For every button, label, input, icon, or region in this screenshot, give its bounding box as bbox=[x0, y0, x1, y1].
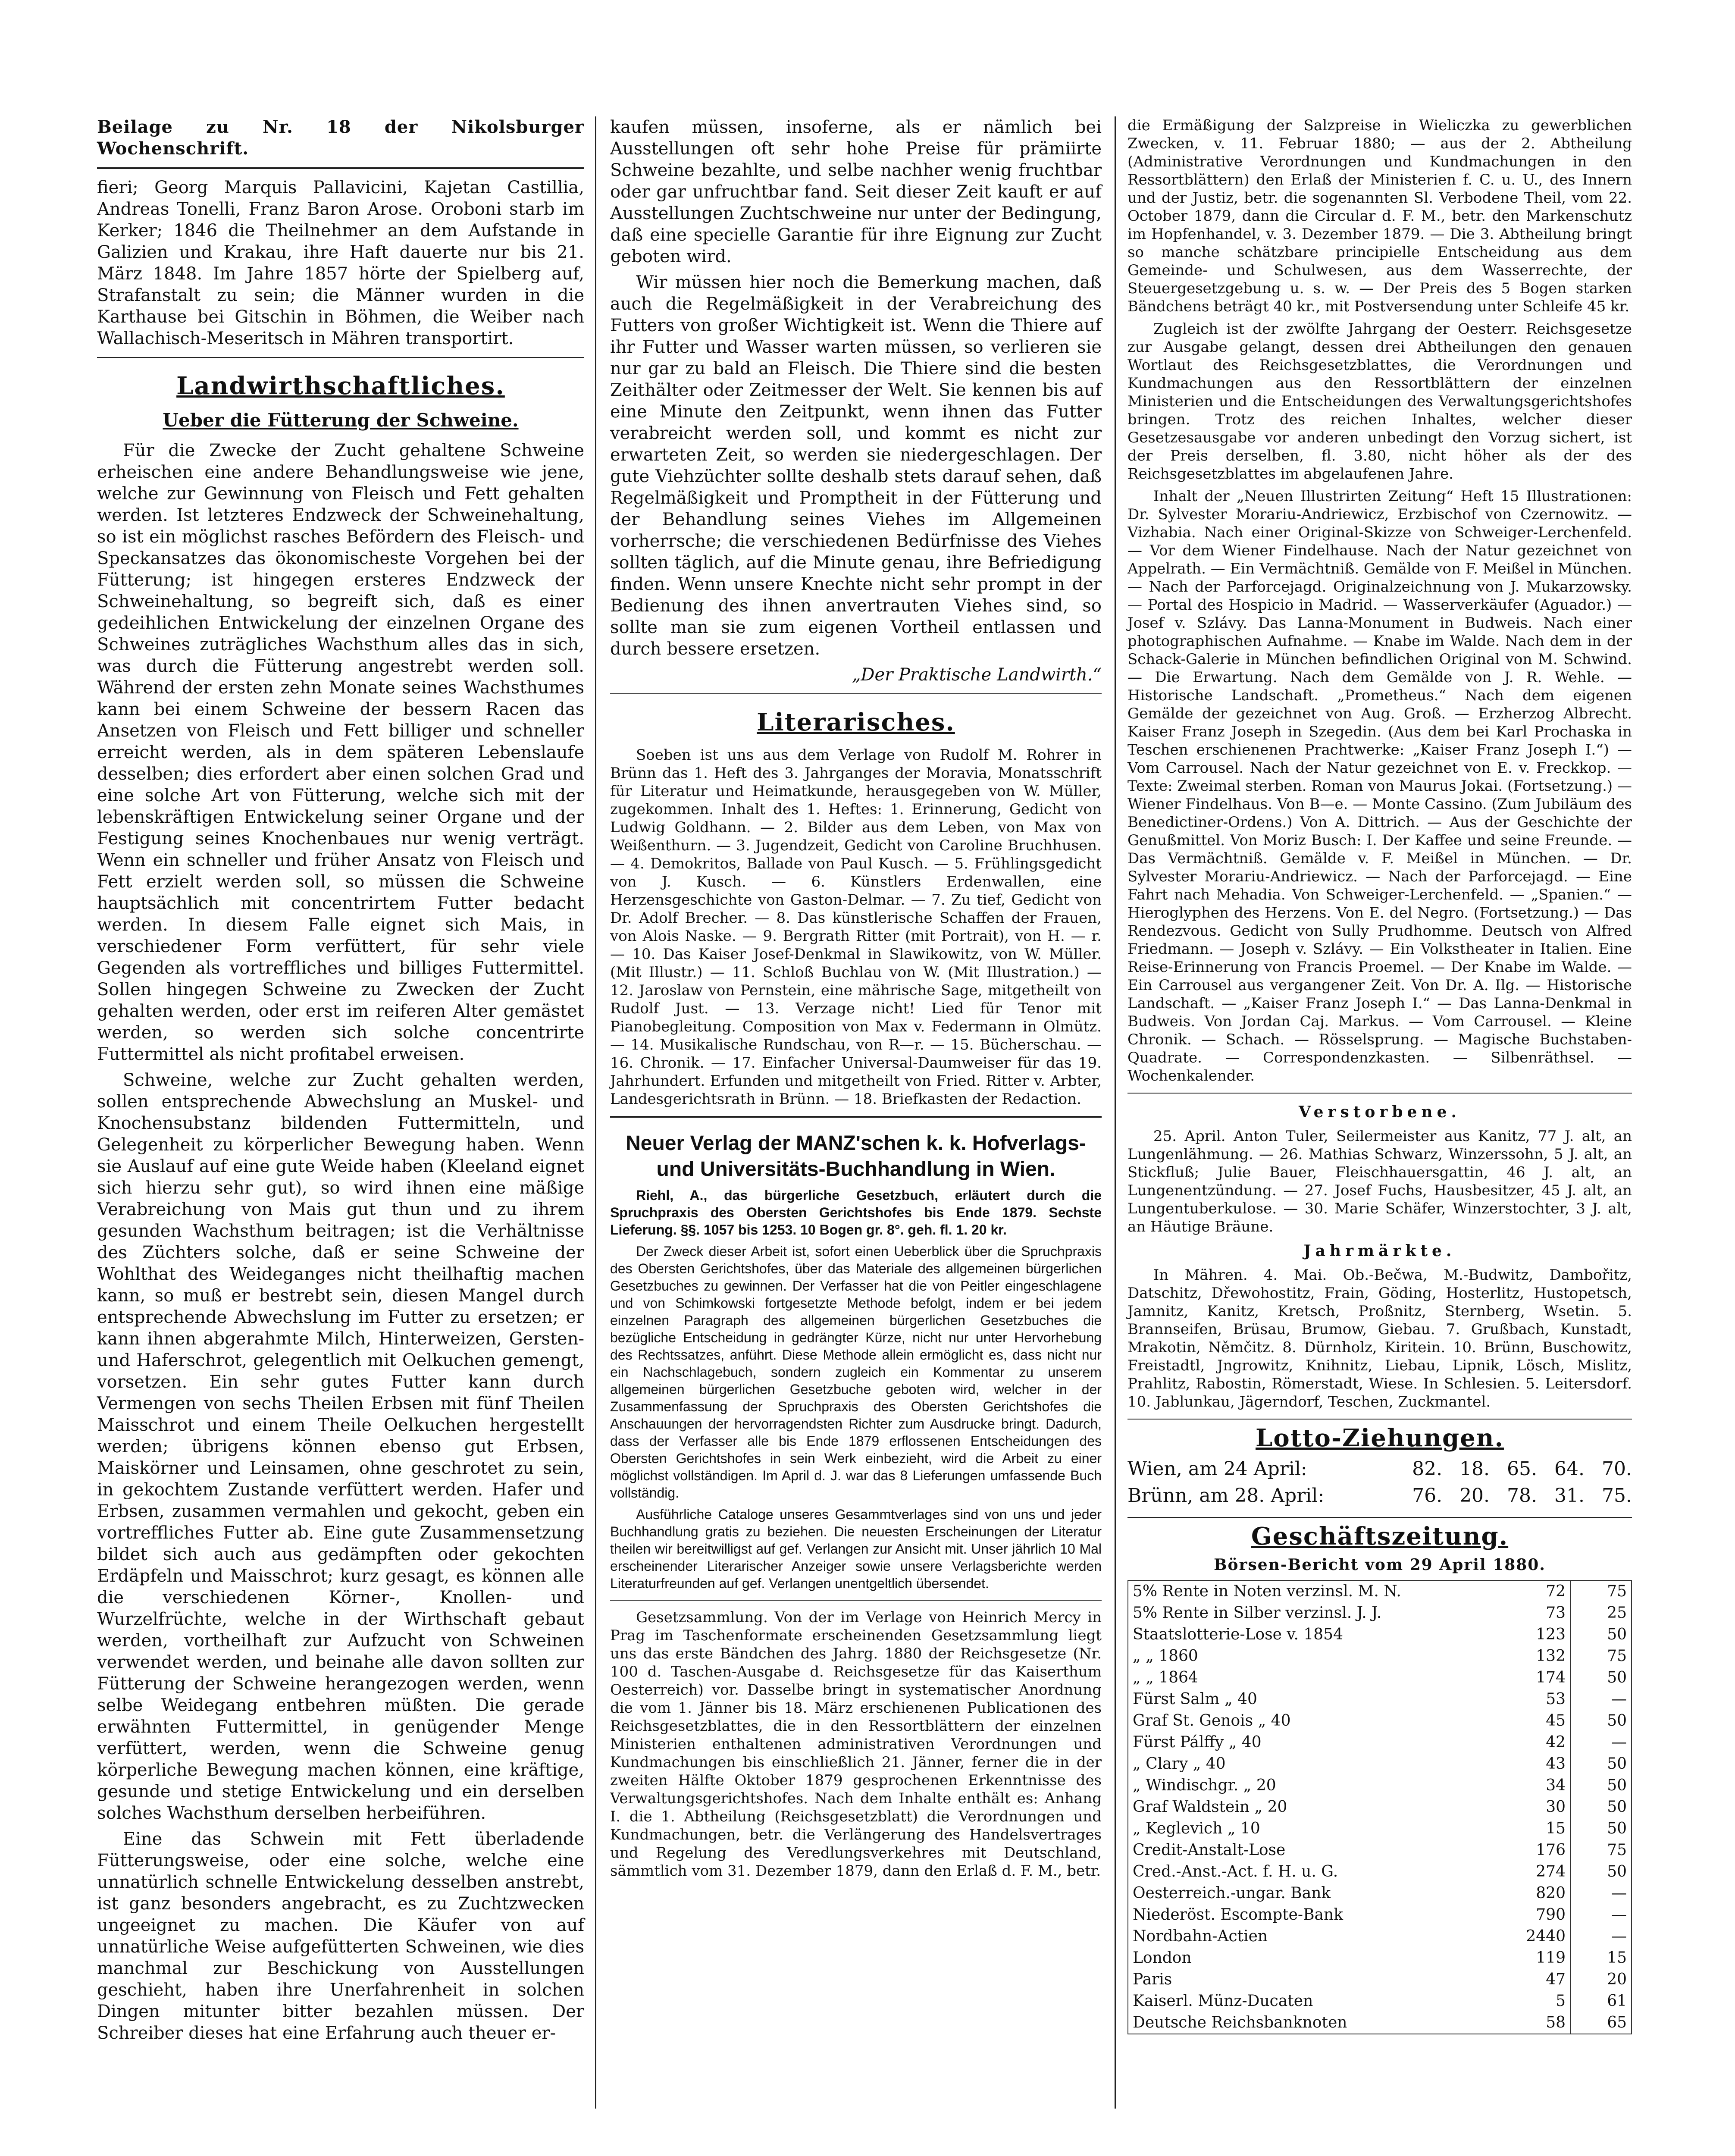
boerse-security: Niederöst. Escompte-Bank bbox=[1133, 1906, 1344, 1924]
boerse-row bbox=[1128, 1580, 1632, 1602]
lotto-numbers bbox=[1412, 1456, 1632, 1482]
fairs-title: Jahrmärkte. bbox=[1303, 1242, 1456, 1260]
lotto-number: 65. bbox=[1507, 1458, 1538, 1480]
boerse-value: 132 bbox=[1510, 1645, 1570, 1667]
section-divider bbox=[1127, 1419, 1632, 1420]
boerse-row bbox=[1128, 1732, 1632, 1753]
boerse-value: 820 bbox=[1510, 1883, 1570, 1904]
lotto-number: 78. bbox=[1507, 1485, 1538, 1507]
article-title-fuetterung: Ueber die Fütterung der Schweine. bbox=[163, 410, 519, 431]
fairs-list: In Mähren. 4. Mai. Ob.-Bečwa, M.-Budwitz, Dambořitz, Datschitz, Dřewohostitz, Frain, Göding, Hosterlitz, Hustopetsch, Jamnitz, Kanitz, Kretsch, Proßnitz, Sternberg, Wsetin. 5. Brannseifen, Brüsau, Brumow, Giebau. 7. Grußbach, Kunstadt, Mrakotin, Němčitz. 8. Dürnholz, Kiritein. 10. Brünn, Buschowitz, Freistadtl, Jngrowitz, Knihnitz, Liebau, Lipnik, Lösch, Mislitz, Prahlitz, Rabostin, Römerstadt, Wiese. In Schlesien. 5. Leitersdorf. 10. Jablunkau, Jägerndorf, Teschen, Zuckmantel. bbox=[1127, 1266, 1632, 1410]
boerse-value: 50 bbox=[1570, 1861, 1632, 1883]
boerse-value: 58 bbox=[1510, 2012, 1570, 2034]
boerse-row bbox=[1128, 1926, 1632, 1947]
section-divider bbox=[1127, 1517, 1632, 1518]
deaths-title: Verstorbene. bbox=[1298, 1103, 1461, 1121]
boerse-table bbox=[1127, 1580, 1632, 2034]
boerse-value: — bbox=[1570, 1926, 1632, 1947]
business-title: Geschäftszeitung. bbox=[1251, 1522, 1509, 1551]
boerse-security: „ Windischgr. „ 20 bbox=[1133, 1777, 1276, 1794]
illustrirte-zeitung-contents: Inhalt der „Neuen Illustrirten Zeitung“ Heft 15 Illustrationen: Dr. Sylvester Morariu-Andriewicz, Erzbischof von Czernowitz. — Vizhabia. Nach einer Original-Skizze von Schweiger-Lerchenfeld. — Vor dem Wiener Findelhause. Nach der Natur gezeichnet von Appelrath. — Ein Vermächtniß. Gemälde von F. Meißel in München. — Nach der Parforcejagd. Originalzeichnung von J. Mukarzowsky. — Portal des Hospicio in Madrid. — Wasserverkäufer (Aguador.) — Josef v. Szlávy. Das Lanna-Monument in Budweis. Nach einer photographischen Aufnahme. — Knabe im Walde. Nach dem in der Schack-Galerie in München befindlichen Original von M. Schwind. — Die Erwartung. Nach dem Gemälde von J. R. Wehle. — Historische Landschaft. „Prometheus.“ Nach dem eigenen Gemälde der gezeichnet von Aug. Groß. — Erzherzog Albrecht. Kaiser Franz Joseph in Szegedin. (Aus dem bei Karl Prochaska in Teschen erschienenen Prachtwerke: „Kaiser Franz Joseph I.“) — Vom Carrousel. Nach der Natur gezeichnet von E. v. Freckkop. — Texte: Zweimal sterben. Roman von Maurus Jokai. (Fortsetzung.) — Wiener Findelhaus. Von B—e. — Monte Cassino. (Zum Jubiläum des Benedictiner-Ordens.) Von A. Dittrich. — Aus der Geschichte der Genußmittel. Von Moriz Busch: I. Der Kaffee und seine Freunde. — Das Vermächtniß. Gemälde v. F. Meißel in München. — Dr. Sylvester Morariu-Andriewicz. — Nach der Parforcejagd. — Eine Fahrt nach Mehadia. Von Schweiger-Lerchenfeld. — „Spanien.“ — Hieroglyphen des Herzens. Von E. del Negro. (Fortsetzung.) — Das Rendezvous. Gedicht von Sully Prudhomme. Deutsch von Alfred Friedmann. — Joseph v. Szlávy. — Ein Volkstheater in Italien. Eine Reise-Erinnerung von Francis Proemel. — Der Knabe im Walde. — Ein Carrousel aus vergangener Zeit. Von Dr. A. Ilg. — Historische Landschaft. — „Kaiser Franz Joseph I.“ — Das Lanna-Denkmal in Budweis. Von Jordan Caj. Markus. — Vom Carrousel. — Kleine Chronik. — Schach. — Rösselsprung. — Magische Buchstaben-Quadrate. — Correspondenzkasten. — Silbenräthsel. — Wochenkalender. bbox=[1127, 488, 1632, 1084]
boerse-security: Fürst Pálffy „ 40 bbox=[1133, 1733, 1262, 1751]
column-rule bbox=[1115, 116, 1116, 2109]
boerse-value: 2440 bbox=[1510, 1926, 1570, 1947]
boerse-value: 65 bbox=[1570, 2012, 1632, 2034]
boerse-security: „ „ 1860 bbox=[1133, 1647, 1198, 1665]
boerse-value: 73 bbox=[1510, 1602, 1570, 1624]
reichsgesetze-notice: Zugleich ist der zwölfte Jahrgang der Oesterr. Reichsgesetze zur Ausgabe gelangt, dessen drei Abtheilungen den genauen Wortlaut des Reichsgesetzblattes, die Verordnungen und Kundmachungen aus den Ressortblättern der einzelnen Ministerien und die Entscheidungen des Verwaltungsgerichtshofes bringen. Trotz des reichen Inhaltes, welcher dieser Gesetzesausgabe vor anderen unbedingt den Vorzug sichert, ist der Preis derselben, fl. 3.80, nicht höher als der des Reichsgesetzblattes im abgelaufenen Jahre. bbox=[1127, 320, 1632, 483]
article-paragraph: Eine das Schwein mit Fett überladende Fütterungsweise, oder eine solche, welche eine unnatürlich schnelle Entwickelung desselben anstrebt, ist ganz besonders angebracht, es zu Zuchtzwecken ungeeignet zu machen. Die Käufer von auf unnatürliche Weise aufgefütterten Schweinen, wie dies manchmal zur Beschickung von Ausstellungen geschieht, haben ihre Unerfahrenheit in solchen Dingen mitunter bitter bezahlen müssen. Der Schreiber dieses hat eine Erfahrung auch theuer er- bbox=[97, 1829, 584, 2043]
manz-catalog-note: Ausführliche Cataloge unseres Gesammtverlages sind von uns und jeder Buchhandlung gratis zu beziehen. Die neuesten Erscheinungen der Literatur theilen wir bereitwilligst auf gef. Verlangen zur Ansicht mit. Unser jährlich 10 Mal erscheinender Literarischer Anzeiger sowie unsere Verlagsberichte werden Literaturfreunden auf gef. Verlangen unentgeltlich übersendet. bbox=[610, 1507, 1102, 1591]
boerse-row bbox=[1128, 1645, 1632, 1667]
column-3 bbox=[1127, 116, 1632, 2034]
boerse-value: 30 bbox=[1510, 1796, 1570, 1818]
header-rule bbox=[97, 167, 584, 169]
column-rule bbox=[595, 116, 596, 2109]
boerse-value: 790 bbox=[1510, 1904, 1570, 1926]
boerse-security: „ Clary „ 40 bbox=[1133, 1755, 1226, 1773]
column-1 bbox=[97, 116, 584, 2048]
lotto-row bbox=[1127, 1456, 1632, 1482]
boerse-row bbox=[1128, 1883, 1632, 1904]
boerse-value: 176 bbox=[1510, 1839, 1570, 1861]
boerse-value: 50 bbox=[1570, 1667, 1632, 1689]
boerse-value: 274 bbox=[1510, 1861, 1570, 1883]
boerse-security: Graf St. Genois „ 40 bbox=[1133, 1712, 1291, 1730]
manz-description: Der Zweck dieser Arbeit ist, sofort einen Ueberblick über die Spruchpraxis des Obersten Gerichtshofes, über das Materiale des allgemeinen bürgerlichen Gesetzbuches zu gewinnen. Der Verfasser hat die von Peitler eingeschlagene und von Schimkowski fortgesetzte Methode befolgt, indem er bei jedem einzelnen Paragraph des allgemeinen bürgerlichen Gesetzbuches die bezügliche Entscheidung in gedrängter Kürze, nicht nur unter Hervorhebung des Rechtssatzes, anführt. Diese Methode allein ermöglicht es, dass nicht nur ein Nachschlagebuch, sondern zugleich ein Kommentar zu unserem allgemeinen bürgerlichen Gesetzbuche geboten wird, welcher in der Zusammenfassung der Spruchpraxis des Obersten Gerichtshofes die Anschauungen der hervorragendsten Richter zum Ausdrucke bringt. Dadurch, dass der Verfasser alle bis Ende 1879 erflossenen Entscheidungen des Obersten Gerichtshofes in sein Werk einbezieht, wird die Arbeit zu einer möglichst vollständigen. Im April d. J. war das 8 Lieferungen umfassende Buch vollständig. bbox=[610, 1244, 1102, 1501]
boerse-value: 42 bbox=[1510, 1732, 1570, 1753]
boerse-value: 47 bbox=[1510, 1969, 1570, 1990]
boerse-value: 72 bbox=[1510, 1580, 1570, 1602]
newspaper-page bbox=[93, 108, 1632, 2156]
boerse-value: — bbox=[1570, 1689, 1632, 1710]
article-paragraph: kaufen müssen, insoferne, als er nämlich bei Ausstellungen oft sehr hohe Preise für prämiirte Schweine bezahlte, und selbe nachher wenig fruchtbar oder gar unfruchtbar fand. Seit dieser Zeit kauft er auf Ausstellungen Zuchtschweine nur unter der Bedingung, daß eine specielle Garantie für ihre Eignung zur Zucht geboten wird. bbox=[610, 117, 1102, 266]
boerse-value: 123 bbox=[1510, 1624, 1570, 1645]
page-header: Beilage zu Nr. 18 der Nikolsburger Wochenschrift. bbox=[97, 117, 584, 159]
boerse-value: 75 bbox=[1570, 1580, 1632, 1602]
boerse-value: 50 bbox=[1570, 1624, 1632, 1645]
boerse-security: Graf Waldstein „ 20 bbox=[1133, 1798, 1287, 1816]
boerse-row bbox=[1128, 1667, 1632, 1689]
lotto-number: 75. bbox=[1602, 1485, 1632, 1507]
gesetzsammlung-notice: Gesetzsammlung. Von der im Verlage von Heinrich Mercy in Prag im Taschenformate erscheinenden Gesetzsammlung liegt uns das erste Bändchen des Jahrg. 1880 der Reichsgesetze (Nr. 100 d. Taschen-Ausgabe d. Reichsgesetze für das Kaiserthum Oesterreich) vor. Dasselbe bringt in systematischer Anordnung die vom 1. Jänner bis 18. März erschienenen Publicationen des Reichsgesetzblattes, die in den Ressortblättern der einzelnen Ministerien enthaltenen administrativen Verordnungen und Kundmachungen bis einschließlich 21. Jänner, ferner die in der zweiten Hälfte Oktober 1879 gesprochenen Erkenntnisse des Verwaltungsgerichtshofes. Nach dem Inhalte enthält es: Anhang I. die 1. Abtheilung (Reichsgesetzblatt) die Verordnungen und Kundmachungen, betr. die Verlängerung des Handelsvertrages und Regelung des Veredlungsverkehres mit Deutschland, sämmtlich vom 31. Dezember 1879, dann den Erlaß d. F. M., betr. bbox=[610, 1609, 1102, 1880]
boerse-security: Credit-Anstalt-Lose bbox=[1133, 1841, 1286, 1859]
intro-paragraph: fieri; Georg Marquis Pallavicini, Kajetan Castillia, Andreas Tonelli, Franz Baron Arose. Oroboni starb im Kerker; 1846 die Theilnehmer an dem Aufstande in Galizien und Krakau, ihre Haft dauerte nur bis 21. März 1848. Im Jahre 1857 hörte der Spielberg auf, Strafanstalt zu sein; die Männer wurden in die Karthause bei Gitschin in Böhmen, die Weiber nach Wallachisch-Meseritsch in Mähren transportirt. bbox=[97, 178, 584, 348]
boerse-value: 174 bbox=[1510, 1667, 1570, 1689]
boerse-value: 43 bbox=[1510, 1753, 1570, 1775]
boerse-row bbox=[1128, 1990, 1632, 2012]
boerse-value: 53 bbox=[1510, 1689, 1570, 1710]
boerse-row bbox=[1128, 1969, 1632, 1990]
boerse-row bbox=[1128, 1710, 1632, 1732]
section-divider bbox=[1127, 1093, 1632, 1094]
boerse-security: 5% Rente in Noten verzinsl. M. N. bbox=[1133, 1583, 1401, 1600]
literature-notice: Soeben ist uns aus dem Verlage von Rudolf M. Rohrer in Brünn das 1. Heft des 3. Jahrganges der Moravia, Monatsschrift für Literatur und Heimatkunde, herausgegeben von W. Müller, zugekommen. Inhalt des 1. Heftes: 1. Erinnerung, Gedicht von Ludwig Goldhann. — 2. Bilder aus dem Leben, von Max von Weißenthurn. — 3. Jugendzeit, Gedicht von Caroline Bruchhusen. — 4. Demokritos, Ballade von Paul Kusch. — 5. Frühlingsgedicht von J. Kusch. — 6. Künstlers Erdenwallen, eine Herzensgeschichte von Gaston-Delmar. — 7. Zu tief, Gedicht von Dr. Adolf Brecher. — 8. Das künstlerische Schaffen der Frauen, von Alois Naske. — 9. Bergrath Ritter (mit Portrait), von H. — r. — 10. Das Kaiser Josef-Denkmal in Slawikowitz, von W. Müller. (Mit Illustr.) — 11. Schloß Buchlau von W. (Mit Illustration.) — 12. Jaroslaw von Pernstein, eine mährische Sage, mitgetheilt von Rudolf Just. — 13. Verzage nicht! Lied für Tenor mit Pianobegleitung. Composition von Max v. Federmann in Olmütz. — 14. Musikalische Rundschau, von R—r. — 15. Bücherschau. — 16. Chronik. — 17. Einfacher Universal-Daumweiser für das 19. Jahrhundert. Erfunden und mitgetheilt von Fried. Ritter v. Arbter, Landesgerichtsrath in Brünn. — 18. Briefkasten der Redaction. bbox=[610, 746, 1102, 1108]
lotto-place: Brünn, am 28. April: bbox=[1127, 1485, 1325, 1507]
boerse-security: Cred.-Anst.-Act. f. H. u. G. bbox=[1133, 1863, 1338, 1880]
lotto-place: Wien, am 24 April: bbox=[1127, 1458, 1307, 1480]
boerse-row bbox=[1128, 1947, 1632, 1969]
boerse-row bbox=[1128, 1775, 1632, 1796]
boerse-security: Paris bbox=[1133, 1971, 1172, 1988]
boerse-row bbox=[1128, 1753, 1632, 1775]
boerse-value: 50 bbox=[1570, 1775, 1632, 1796]
boerse-value: 75 bbox=[1570, 1839, 1632, 1861]
article-signature: „Der Praktische Landwirth.“ bbox=[852, 665, 1102, 685]
boerse-security: Deutsche Reichsbanknoten bbox=[1133, 2014, 1347, 2031]
boerse-security: Kaiserl. Münz-Ducaten bbox=[1133, 1992, 1313, 2010]
boerse-security: „ Keglevich „ 10 bbox=[1133, 1820, 1260, 1837]
manz-book-title: Riehl, A., das bürgerliche Gesetzbuch, erläutert durch die Spruchpraxis des Obersten Gerichtshofes bis Ende 1879. Sechste Lieferung. §§. 1057 bis 1253. 10 Bogen gr. 8°. geh. fl. 1. 20 kr. bbox=[610, 1188, 1102, 1238]
section-divider bbox=[610, 1600, 1102, 1601]
article-paragraph: Wir müssen hier noch die Bemerkung machen, daß auch die Regelmäßigkeit in der Verabreichung des Futters von großer Wichtigkeit ist. Wenn die Thiere auf ihr Futter und Wasser warten müssen, so verlieren sie nur gar zu bald an Fleisch. Die Thiere sind die besten Zeithälter oder Zeitmesser der Welt. Sie kennen bis auf eine Minute den Zeitpunkt, wenn ihnen das Futter verabreicht werden soll, und kommt es nicht zur erwarteten Zeit, so werden sie niedergeschlagen. Der gute Viehzüchter sollte deshalb stets darauf sehen, daß Regelmäßigkeit und Promptheit in der Fütterung und der Behandlung seines Viehes im Allgemeinen vorherrsche; die verschiedenen Bedürfnisse des Viehes sollten täglich, auf die Minute genau, ihre Befriedigung finden. Wenn unsere Knechte nicht sehr prompt in der Bedienung des ihnen anvertrauten Viehes sind, so sollte man sie zum eigenen Vortheil entlassen und durch bessere ersetzen. bbox=[610, 273, 1102, 659]
boerse-row bbox=[1128, 1689, 1632, 1710]
boerse-security: London bbox=[1133, 1949, 1192, 1967]
lotto-number: 70. bbox=[1602, 1458, 1632, 1480]
lotto-number: 64. bbox=[1554, 1458, 1585, 1480]
boerse-value: 75 bbox=[1570, 1645, 1632, 1667]
deaths-list: 25. April. Anton Tuler, Seilermeister aus Kanitz, 77 J. alt, an Lungenlähmung. — 26. Mathias Schwarz, Winzerssohn, 5 J. alt, an Stickfluß; Julie Bauer, Fleischhauersgattin, 46 J. alt, an Lungenentzündung. — 27. Josef Fuchs, Hausbesitzer, 45 J. alt, an Lungentuberkulose. — 30. Marie Schäfer, Winzerstochter, 3 J. alt, an Häutige Bräune. bbox=[1127, 1128, 1632, 1235]
manz-publisher-heading: Neuer Verlag der MANZ'schen k. k. Hofverlags- und Universitäts-Buchhandlung in Wien. bbox=[626, 1132, 1086, 1181]
boerse-row bbox=[1128, 1839, 1632, 1861]
boerse-value: 50 bbox=[1570, 1710, 1632, 1732]
section-divider bbox=[610, 693, 1102, 694]
boerse-value: 50 bbox=[1570, 1818, 1632, 1839]
boerse-row bbox=[1128, 2012, 1632, 2034]
boerse-row bbox=[1128, 1861, 1632, 1883]
boerse-security: Nordbahn-Actien bbox=[1133, 1927, 1268, 1945]
boerse-security: 5% Rente in Silber verzinsl. J. J. bbox=[1133, 1604, 1382, 1622]
boerse-value: 45 bbox=[1510, 1710, 1570, 1732]
boerse-value: 34 bbox=[1510, 1775, 1570, 1796]
boerse-value: 50 bbox=[1570, 1796, 1632, 1818]
boerse-security: Oesterreich.-ungar. Bank bbox=[1133, 1884, 1331, 1902]
column-2 bbox=[610, 116, 1102, 1884]
section-title-literarisches: Literarisches. bbox=[757, 708, 955, 736]
lotto-title: Lotto-Ziehungen. bbox=[1256, 1424, 1504, 1452]
lotto-number: 31. bbox=[1554, 1485, 1585, 1507]
boerse-row bbox=[1128, 1796, 1632, 1818]
boerse-value: 15 bbox=[1570, 1947, 1632, 1969]
boerse-value: — bbox=[1570, 1883, 1632, 1904]
boerse-value: 50 bbox=[1570, 1753, 1632, 1775]
lotto-numbers bbox=[1412, 1482, 1632, 1509]
article-paragraph: Schweine, welche zur Zucht gehalten werden, sollen entsprechende Abwechslung an Muskel- und Knochensubstanz bildenden Futtermitteln, und Gelegenheit zu körperlicher Bewegung haben. Wenn sie Auslauf auf eine gute Weide haben (Kleeland eignet sich hierzu sehr gut), so wird ihnen eine mäßige Verabreichung von Mais gut thun und zu ihrem gesunden Wachsthum beitragen; ist die Verhältnisse des Züchters solche, daß er seine Schweine der Wohlthat des Weideganges nicht theilhaftig machen kann, so muß er bestrebt sein, diesen Mangel durch entsprechende Abwechslung im Futter zu ersetzen; er kann ihnen abgerahmte Milch, Hinterweizen, Gersten- und Haferschrot, gelegentlich mit Oelkuchen gemengt, vorsetzen. Ein sehr gutes Futter kann durch Vermengen von sechs Theilen Erbsen mit fünf Theilen Maisschrot und einem Theile Oelkuchen hergestellt werden; übrigens können ebenso gut Erbsen, Maiskörner und Leinsamen, ohne geschrotet zu sein, in gekochtem Zustande verfüttert werden. Hafer und Erbsen, zusammen vermahlen und gekocht, geben ein vortreffliches Futter ab. Eine gute Zusammensetzung bildet sich auch aus gedämpften oder gekochten Erdäpfeln und Maisschrot; kurz gesagt, es können alle die verschiedenen Körner-, Knollen- und Wurzelfrüchte, welche in der Wirthschaft gebaut werden, vortheilhaft zur Aufzucht von Schweinen verwendet werden, und beinahe alle davon sollten zur Fütterung der Schweine herangezogen werden, wenn selbe Weidegang entbehren müßten. Die gerade erwähnten Futtermittel, in genügender Menge verfüttert, werden, wenn die Schweine genug körperliche Bewegung machen können, eine kräftige, gesunde und stetige Entwickelung und ein derselben solches Wachsthum derselben herbeiführen. bbox=[97, 1070, 584, 1823]
lotto-number: 82. bbox=[1412, 1458, 1443, 1480]
boerse-row bbox=[1128, 1624, 1632, 1645]
boerse-value: 119 bbox=[1510, 1947, 1570, 1969]
price-section bbox=[93, 2152, 1632, 2156]
boerse-row bbox=[1128, 1818, 1632, 1839]
boerse-row bbox=[1128, 1602, 1632, 1624]
boerse-security: Fürst Salm „ 40 bbox=[1133, 1690, 1257, 1708]
lotto-row bbox=[1127, 1482, 1632, 1509]
boerse-row bbox=[1128, 1904, 1632, 1926]
boerse-value: 61 bbox=[1570, 1990, 1632, 2012]
gesetz-continuation: die Ermäßigung der Salzpreise in Wieliczka zu gewerblichen Zwecken, v. 11. Februar 1880; — aus der 2. Abtheilung (Administrative Verordnungen und Kundmachungen in den Ressortblättern) den Erlaß der Ministerien f. C. u. U., des Innern und der Justiz, betr. die sogenannten Sl. Verbodene Theil, vom 22. October 1879, dann die Circular d. F. M., betr. den Markenschutz im Hopfenhandel, v. 3. Dezember 1879. — Die 3. Abtheilung bringt so manche schätzbare principielle Entscheidung aus dem Gemeinde- und Schulwesen, aus dem Wasserrechte, der Steuergesetzgebung u. s. w. — Der Preis des 5 Bogen starken Bändchens beträgt 40 kr., mit Postversendung unter Schleife 45 kr. bbox=[1127, 117, 1632, 315]
lotto-number: 76. bbox=[1412, 1485, 1443, 1507]
boerse-value: 20 bbox=[1570, 1969, 1632, 1990]
boerse-value: 15 bbox=[1510, 1818, 1570, 1839]
boerse-security: „ „ 1864 bbox=[1133, 1669, 1198, 1686]
article-paragraph: Für die Zwecke der Zucht gehaltene Schweine erheischen eine andere Behandlungsweise wie jene, welche zur Gewinnung von Fleisch und Fett gehalten werden. Ist letzteres Endzweck der Schweinehaltung, so ist ein möglichst rasches Befördern des Fleisch- und Speckansatzes das ökonomischeste Vorgehen bei der Fütterung; ist hingegen ersteres Endzweck der Schweinehaltung, so begreift sich, daß es einer gedeihlichen Entwickelung der einzelnen Organe des Schweines zuträgliches Wachsthum alles das in sich, was durch die Fütterung angestrebt werden soll. Während der ersten zehn Monate seines Wachsthumes kann bei einem Schweine der bessern Racen das Ansetzen von Fleisch und Fett billiger und schneller erreicht werden, als in dem späteren Lebenslaufe desselben; dies erfordert aber einen solchen Grad und eine solche Art von Fütterung, welche sich mit der lebenskräftigen Entwickelung seiner Organe und der Festigung seines Knochenbaues nur wenig verträgt. Wenn ein schneller und früher Ansatz von Fleisch und Fett erzielt werden soll, so müssen die Schweine hauptsächlich mit concentrirtem Futter bedacht werden. In diesem Falle eignet sich Mais, in verschiedener Form verfüttert, für sehr viele Gegenden als vortreffliches und billiges Futtermittel. Sollen hingegen Schweine zu Zwecken der Zucht gehalten werden, oder erst im reiferen Alter gemästet werden, so werden sich solche concentrirte Futtermittel als nicht profitabel erweisen. bbox=[97, 441, 584, 1064]
section-title-landwirthschaft: Landwirthschaftliches. bbox=[176, 372, 505, 400]
lotto-number: 20. bbox=[1459, 1485, 1490, 1507]
lotto-number: 18. bbox=[1459, 1458, 1490, 1480]
section-divider bbox=[610, 1116, 1102, 1118]
section-divider bbox=[97, 357, 584, 358]
boerse-value: — bbox=[1570, 1732, 1632, 1753]
boerse-security: Staatslotterie-Lose v. 1854 bbox=[1133, 1626, 1343, 1643]
boerse-title: Börsen-Bericht vom 29 April 1880. bbox=[1214, 1556, 1546, 1574]
boerse-value: 25 bbox=[1570, 1602, 1632, 1624]
boerse-value: 5 bbox=[1510, 1990, 1570, 2012]
boerse-value: — bbox=[1570, 1904, 1632, 1926]
